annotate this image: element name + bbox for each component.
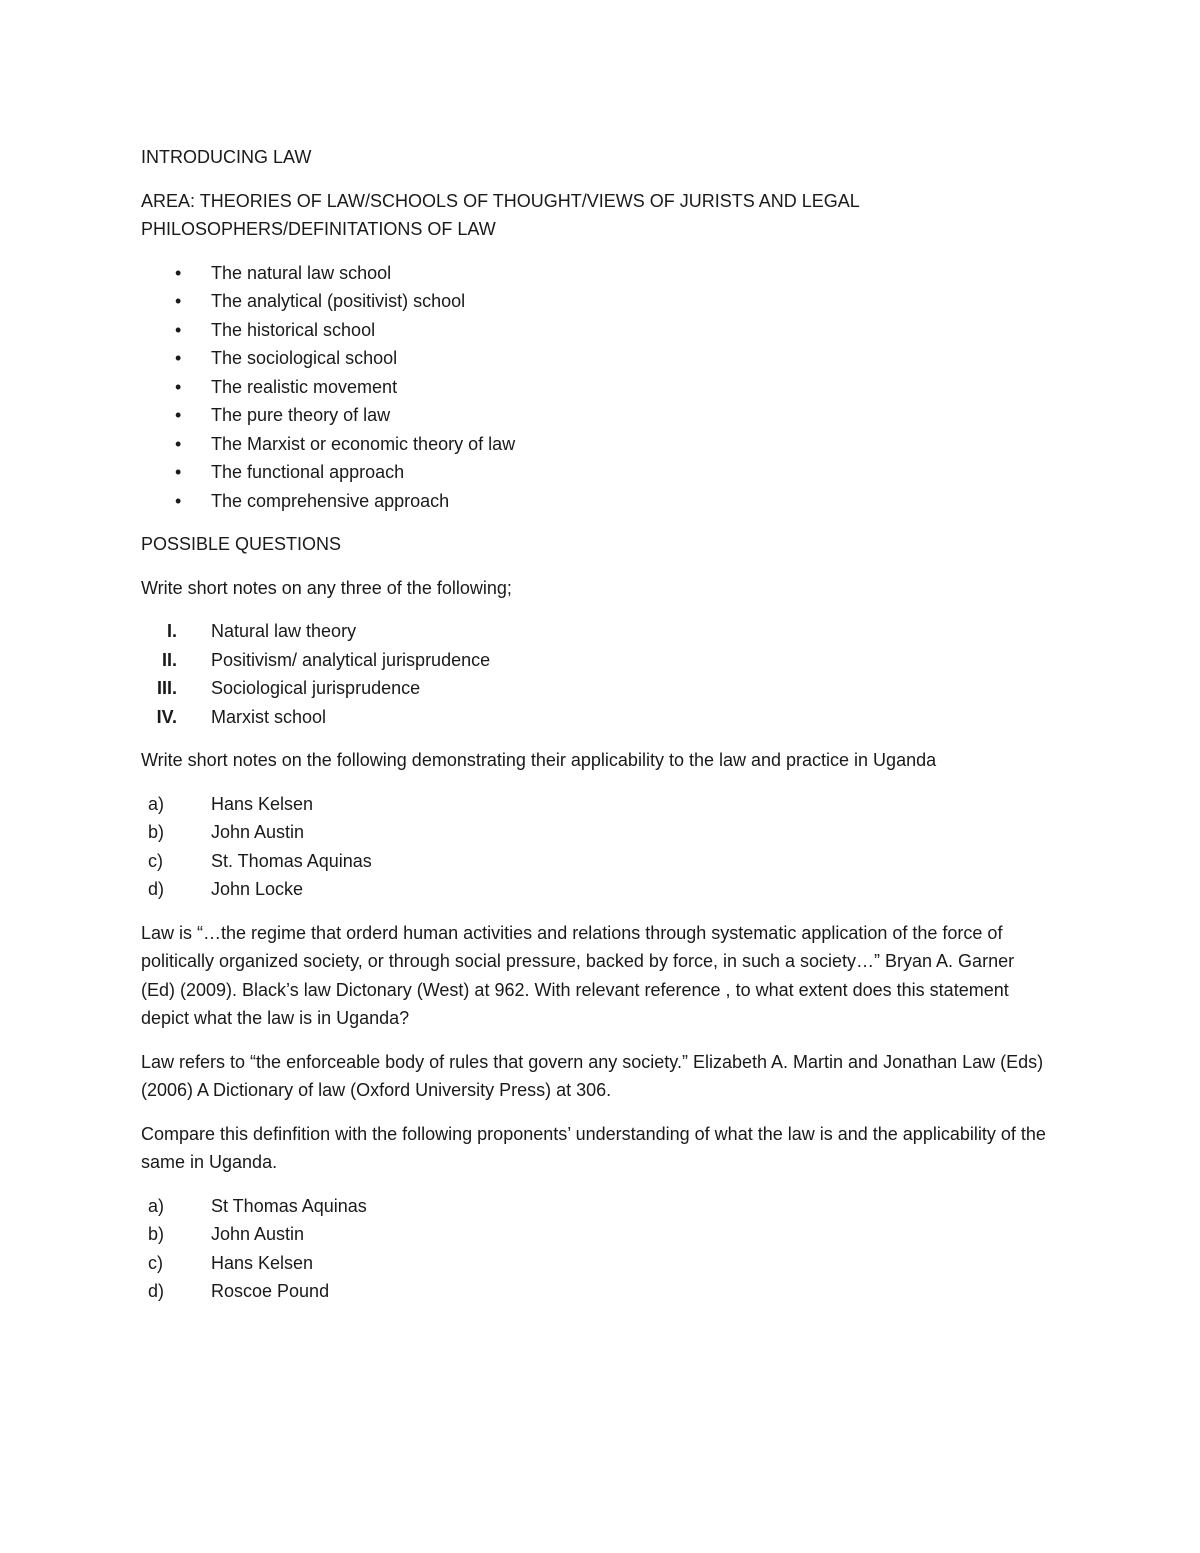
- list-marker: b): [148, 822, 165, 842]
- list-marker: III.: [156, 678, 177, 698]
- bullet-icon: •: [175, 319, 182, 340]
- schools-list: [141, 259, 1051, 516]
- list-item: I. Natural law theory: [141, 617, 1051, 646]
- list-item: • The pure theory of law: [141, 401, 1051, 430]
- list-item: b) John Austin: [141, 818, 1051, 847]
- list-item: IV. Marxist school: [141, 703, 1051, 732]
- list-item: • The functional approach: [141, 458, 1051, 487]
- list-marker: II.: [161, 649, 177, 670]
- list-item: • The historical school: [141, 316, 1051, 345]
- bullet-icon: •: [175, 462, 182, 482]
- list-item: • The sociological school: [141, 344, 1051, 373]
- list-marker: a): [148, 1195, 165, 1216]
- list-item: • The Marxist or economic theory of law: [141, 430, 1051, 459]
- bullet-icon: •: [175, 490, 182, 511]
- list-item: • The realistic movement: [141, 373, 1051, 402]
- list-item: • The analytical (positivist) school: [141, 287, 1051, 316]
- list-marker: IV.: [156, 706, 177, 727]
- list-marker: d): [148, 1281, 165, 1301]
- bullet-icon: •: [175, 348, 182, 368]
- list-marker: c): [148, 850, 163, 871]
- question-4-paragraph: Law refers to “the enforceable body of rules that govern any society.” Elizabeth A. Martin and Jonathan Law (Eds) (2006) A Dictionary of law (Oxford University Press) at 306.: [141, 1051, 1044, 1100]
- question-4-list: [141, 1192, 1051, 1306]
- bullet-icon: •: [175, 405, 182, 425]
- bullet-icon: •: [175, 433, 182, 454]
- question-3-paragraph: Law is “…the regime that orderd human activities and relations through systematic application of the force of politically organized society, or through social pressure, backed by force, in such a society…” Bryan A. Garner (Ed) (2009). Black’s law Dictonary (West) at 962. With relevant reference , to what extent does this statement depict what the law is in Uganda?: [141, 922, 1015, 1028]
- list-item: III. Sociological jurisprudence: [141, 674, 1051, 703]
- area-heading: [141, 187, 1051, 244]
- list-item: II. Positivism/ analytical jurisprudence: [141, 646, 1051, 675]
- question-1-list: [141, 617, 1051, 731]
- list-item: a) Hans Kelsen: [141, 790, 1051, 819]
- list-marker: a): [148, 793, 165, 814]
- list-marker: b): [148, 1224, 165, 1244]
- question-2-list: [141, 790, 1051, 904]
- list-item: c) St. Thomas Aquinas: [141, 847, 1051, 876]
- list-marker: d): [148, 879, 165, 899]
- area-heading-line-1: AREA: THEORIES OF LAW/SCHOOLS OF THOUGHT/VIEWS OF JURISTS AND LEGAL: [141, 190, 860, 211]
- document-heading: INTRODUCING LAW: [141, 147, 312, 167]
- bullet-icon: •: [175, 291, 182, 311]
- list-item: • The natural law school: [141, 259, 1051, 288]
- possible-questions-heading: POSSIBLE QUESTIONS: [141, 534, 342, 554]
- list-item: b) John Austin: [141, 1220, 1051, 1249]
- list-item: a) St Thomas Aquinas: [141, 1192, 1051, 1221]
- list-marker: c): [148, 1252, 163, 1273]
- question-4-compare: Compare this definfition with the following proponents’ understanding of what the law is and the applicability of the same in Uganda.: [141, 1123, 1046, 1172]
- list-item: c) Hans Kelsen: [141, 1249, 1051, 1278]
- question-2-intro: Write short notes on the following demonstrating their applicability to the law and practice in Uganda: [141, 750, 937, 770]
- question-1-intro: Write short notes on any three of the following;: [141, 577, 512, 598]
- list-marker: I.: [166, 621, 177, 641]
- list-item: d) John Locke: [141, 875, 1051, 904]
- bullet-icon: •: [175, 376, 182, 397]
- bullet-icon: •: [175, 262, 182, 283]
- list-item: d) Roscoe Pound: [141, 1277, 1051, 1306]
- list-item: • The comprehensive approach: [141, 487, 1051, 516]
- document-page: [141, 143, 1051, 1321]
- area-heading-line-2: PHILOSOPHERS/DEFINITATIONS OF LAW: [141, 219, 496, 239]
